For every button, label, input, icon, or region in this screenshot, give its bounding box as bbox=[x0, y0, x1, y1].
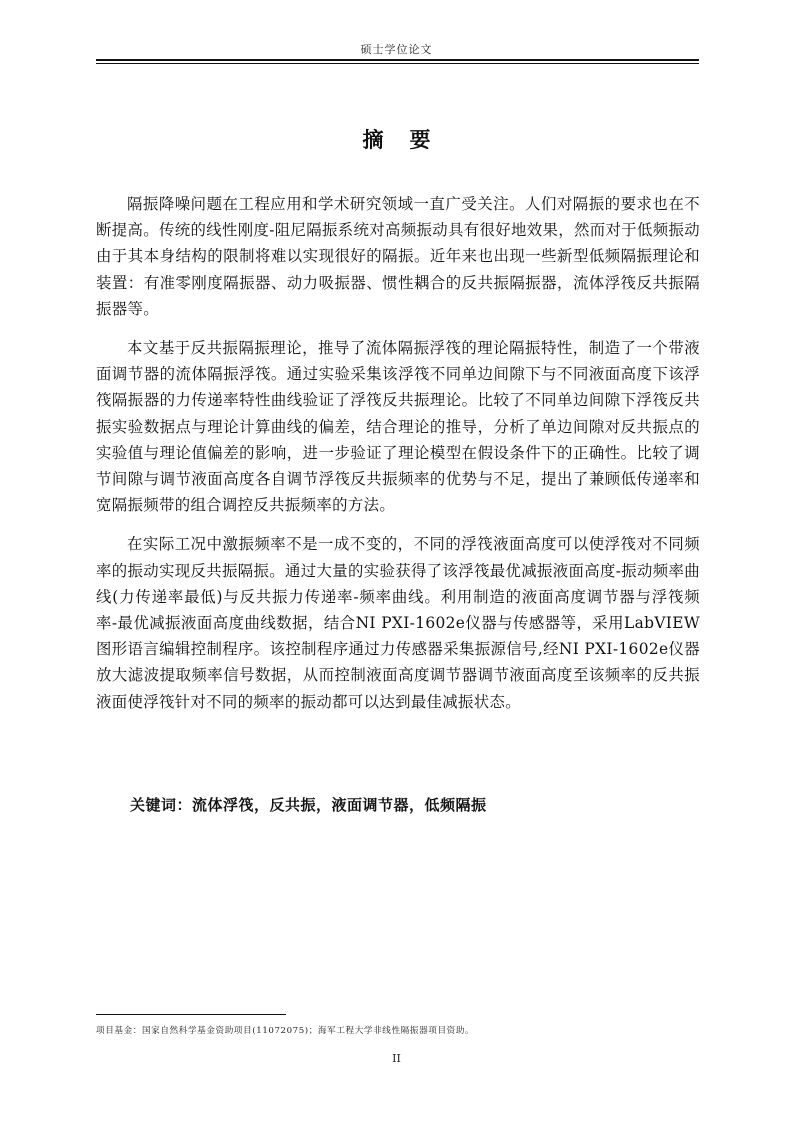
abstract-paragraph-1: 隔振降噪问题在工程应用和学术研究领域一直广受关注。人们对隔振的要求也在不断提高。传统的线性刚度-阻尼隔振系统对高频振动具有很好地效果，然而对于低频振动由于其本身结构的限制将难以实现很好的隔振。近年来也出现一些新型低频隔振理论和装置：有准零刚度隔振器、动力吸振器、惯性耦合的反共振隔振器，流体浮筏反共振隔振器等。 bbox=[96, 195, 700, 318]
keywords: 关键词：流体浮筏，反共振，液面调节器，低频隔振 bbox=[130, 796, 487, 814]
abstract-paragraph-2: 本文基于反共振隔振理论，推导了流体隔振浮筏的理论隔振特性，制造了一个带液面调节器的流体隔振浮筏。通过实验采集该浮筏不同单边间隙下与不同液面高度下该浮筏隔振器的力传递率特性曲线验证了浮筏反共振理论。比较了不同单边间隙下浮筏反共振实验数据点与理论计算曲线的偏差，结合理论的推导，分析了单边间隙对反共振点的实验值与理论值偏差的影响，进一步验证了理论模型在假设条件下的正确性。比较了调节间隙与调节液面高度各自调节浮筏反共振频率的优势与不足，提出了兼顾低传递率和宽隔振频带的组合调控反共振频率的方法。 bbox=[96, 339, 700, 515]
header-rule-thin bbox=[96, 63, 699, 64]
header-rule-thick bbox=[96, 59, 699, 61]
abstract-paragraph-3: 在实际工况中激振频率不是一成不变的，不同的浮筏液面高度可以使浮筏对不同频率的振动实现反共振隔振。通过大量的实验获得了该浮筏最优减振液面高度-振动频率曲线(力传递率最低)与反共振力传递率-频率曲线。利用制造的液面高度调节器与浮筏频率-最优减振液面高度曲线数据，结合NI PXI-1602e仪器与传感器等，采用LabVIEW图形语言编辑控制程序。该控制程序通过力传感器采集振源信号,经NI PXI-1602e仪器放大滤波提取频率信号数据，从而控制液面高度调节器调节液面高度至该频率的反共振液面使浮筏针对不同的频率的振动都可以达到最佳减振状态。 bbox=[96, 535, 700, 711]
page-number: II bbox=[392, 1052, 401, 1065]
abstract-body bbox=[96, 191, 700, 728]
footnote: 项目基金：国家自然科学基金资助项目(11072075)；海军工程大学非线性隔振器项目资助。 bbox=[96, 1026, 475, 1036]
running-header: 硕士学位论文 bbox=[360, 43, 433, 56]
page-title: 摘要 bbox=[362, 128, 457, 152]
footnote-rule bbox=[96, 1014, 286, 1015]
